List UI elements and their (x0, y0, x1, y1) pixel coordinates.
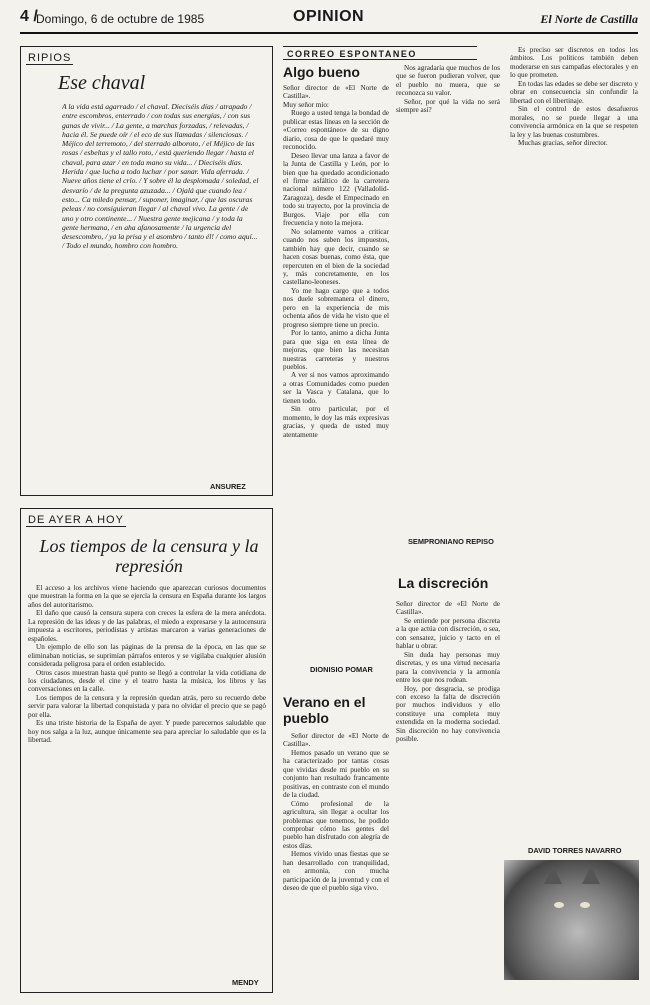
letter2-title: Verano en el pueblo (283, 694, 366, 726)
letter3-signature: DAVID TORRES NAVARRO (528, 846, 622, 855)
cat-ear (582, 866, 600, 884)
letter1-signature: DIONISIO POMAR (310, 665, 373, 674)
letter3-body-cont (510, 46, 638, 842)
paragraph: A ver si nos vamos aproximando a otras Comunidades como pueden ser la Vasca y Catalana, que lo tienen todo. (283, 371, 389, 405)
page-header (20, 8, 638, 34)
letter3-body (396, 600, 500, 994)
paragraph: Sin el control de estos desafueros morales, no se puede llegar a una convivencia armónica en la que se respeten la ley y las buenas costumbres. (510, 105, 638, 139)
paragraph: Cómo profesional de la agricultura, sin llegar a ocultar los problemas que tenemos, he podido comprobar cómo las gentes del pueblo han disfrutado con alegría de estos días. (283, 799, 389, 850)
section-title: OPINION (293, 8, 365, 25)
ayer-hoy-title: Los tiempos de la censura y la represión (39, 536, 259, 576)
paragraph: Los tiempos de la censura y la represión quedan atrás, pero su recuerdo debe servir para valorar la libertad conquistada y para no olvidar el precio que se pagó por ella. (28, 693, 266, 719)
letter1-body (283, 84, 389, 659)
paragraph: Hoy, por desgracia, se prodiga con exceso la falta de discreción por muchos individuos y ello constituye una completa muy extendida en la moderna sociedad. Sin discreción no hay convivencia posible. (396, 684, 500, 744)
cat-eye (554, 902, 564, 908)
header-date: Domingo, 6 de octubre de 1985 (36, 12, 205, 26)
paragraph: Un ejemplo de ello son las páginas de la prensa de la época, en las que se eliminaban noticias, se suprimían párrafos enteros y se vigilaba cualquier alusión considerada peligrosa para el orden establecido. (28, 643, 266, 669)
paragraph: Se entiende por persona discreta a la que actúa con discreción, o sea, con sensatez, juicio y tacto en el hablar u obrar. (396, 616, 500, 651)
paragraph: El acceso a los archivos viene haciendo que aparezcan curiosos documentos que muestran la forma en la que se ejercía la censura en España durante los largos años del autoritarismo. (28, 584, 266, 609)
paragraph: Por lo tanto, animo a dicha Junta para que siga en esta línea de mejoras, que bien las necesitan nuestras carreteras y nuestros pueblos. (283, 329, 389, 371)
ripios-signature: ANSUREZ (210, 482, 246, 491)
stamp-mark (22, 278, 42, 304)
paragraph: Señor director de «El Norte de Castilla». (283, 84, 389, 101)
paragraph: En todas las edades se debe ser discreto y obrar en consecuencia sin confundir la libertad con el libertinaje. (510, 79, 638, 105)
ripios-poem: A la vida está agarrado / el chaval. Dieciséis días / atrapado / entre escombros, enterrado / con todas sus energías, / con sus ganas de vivir... / La gente, a marchas forzadas, / relevadas, / hacia él. Se puede oír / el eco de sus llamadas / silenciosas. / Méjico del terremoto, / del sterrado alboroto, / el Méjico de las rosas / esbeltas y el tallo roto, / está queriendo llegar / hasta el chaval, para azar / en toda mano su vida... / Dieciséis días. Herida / que lucha a todo luchar / por sanar. Vida aferrada. / Nueve años tiene el crío. / Y sobre él la desplomada / soledad, el desvarío / de la pregunta azuzada... / Ojalá que cuando lea / esto... Ca miledo pensar, / suponer, imaginar, / que las oscuras peleas / no consiguieran llegar / al chaval vivo. La gente / de uno y otro continente... / Nuestra gente mejicana / y toda la gente hermana, / en aha afanosamente / la urgencia del desescombro, / ya la prisa y el asombro / tanto él! / como aquí... / Todo el mundo, hombro con hombro. (62, 102, 259, 251)
ayer-hoy-signature: MENDY (232, 978, 259, 987)
paragraph: Sin duda hay personas muy discretas, y es una virtud necesaria para la convivencia y la armonía entre los que nos rodean. (396, 650, 500, 685)
paragraph: Hemos vivido unas fiestas que se han desarrollado con tranquilidad, en armonía, con mucha participación de la juventud y con el deseo de que el pueblo siga vivo. (283, 850, 389, 893)
paragraph: El daño que causó la censura supera con creces la esfera de la mera anécdota. La represión de las ideas y de las palabras, el miedo a expresarse y la autocensura impuesta a escritores, periodistas y artistas marcaron a varias generaciones de españoles. (28, 609, 266, 643)
ayer-hoy-tag: DE AYER A HOY (28, 514, 124, 526)
paragraph: Es preciso ser discretos en todos los ámbitos. Los políticos también deben moderarse en sus campañas electorales y en lo que prometen. (510, 46, 638, 80)
letter2-body (283, 732, 389, 994)
paragraph: Señor director de «El Norte de Castilla». (283, 732, 389, 749)
letter2-signature: SEMPRONIANO REPISO (408, 537, 494, 546)
paragraph: Sin otro particular, por el momento, le doy las más expresivas gracias, y queda de usted muy atentamente (283, 405, 389, 439)
ayer-hoy-body (28, 584, 266, 970)
paragraph: Señor director de «El Norte de Castilla». (396, 600, 500, 617)
letter1-title: Algo bueno (283, 64, 360, 80)
cat-eye (580, 902, 590, 908)
newspaper-name: El Norte de Castilla (540, 12, 638, 26)
paragraph: Muchas gracias, señor director. (518, 138, 608, 147)
paragraph: Ruego a usted tenga la bondad de publicar estas líneas en la sección de «Correo espontáneo» de su digno diario, cosa de que le quedaré muy reconocido. (283, 109, 389, 152)
paragraph: Muy señor mío: (283, 100, 329, 109)
paragraph: Señor, por qué la vida no será siempre así? (396, 97, 500, 115)
paragraph: Nos agradaría que muchos de los que se fueron pudieran volver, que el pueblo no muera, que se reconozca su valor. (396, 64, 500, 98)
paragraph: Otros casos muestran hasta qué punto se llegó a controlar la vida cotidiana de los ciudadanos, desde el cine y el teatro hasta la música, los libros y las conversaciones en la calle. (28, 668, 266, 694)
letter2-body-cont (396, 64, 500, 530)
page-number: 4 / (20, 8, 38, 25)
letter3-title: La discreción (398, 575, 489, 591)
paragraph: Yo me hago cargo que a todos nos duele sobremanera el dinero, pero en la experiencia de mis ochenta años de vida he visto que el progreso siempre tiene un precio. (283, 286, 389, 329)
ripios-title: Ese chaval (58, 72, 146, 94)
correo-tag: CORREO ESPONTANEO (283, 46, 477, 60)
paragraph: Deseo llevar una lanza a favor de la Junta de Castilla y León, por lo bien que ha quedado acondicionado el firme asfáltico de la carretera nacional número 122 (Valladolid-Zaragoza), desde el Empecinado en todo su trayecto, por la provincia de Burgos. Viaje por ella con frecuencia y noto la mejora. (283, 151, 389, 228)
cat-photo (504, 860, 639, 980)
ripios-tag: RIPIOS (28, 52, 72, 64)
paragraph: No solamente vamos a criticar cuando nos suben los impuestos, también hay que decir, cuando se hacen cosas buenas, como ésta, que repercuten en el bien de la sociedad y, más concretamente, en los castellano-leoneses. (283, 227, 389, 287)
cat-ear (544, 866, 562, 884)
paragraph: Es una triste historia de la España de ayer. Y puede parecernos saludable que hoy nos salga a la luz, aunque únicamente sea para apreciar lo saludable que es la libertad. (28, 719, 266, 745)
paragraph: Hemos pasado un verano que se ha caracterizado por tantas cosas que vividas desde mi pueblo en su conjunto han resultado francamente positivas, en contraste con el mundo de la ciudad. (283, 748, 389, 800)
